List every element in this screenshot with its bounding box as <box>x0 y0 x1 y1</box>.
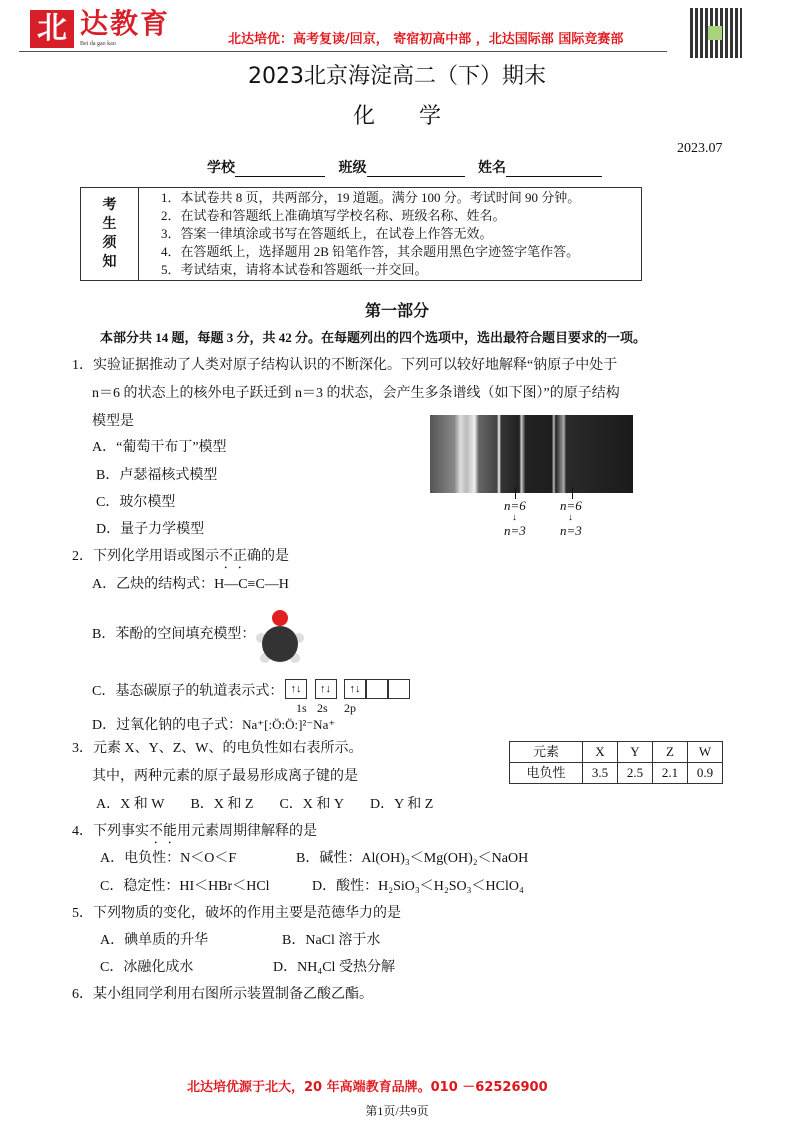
part-title: 第一部分 <box>364 301 429 320</box>
notice-items <box>161 189 580 279</box>
notice-label-char: 须 <box>102 236 117 251</box>
table-header-row <box>510 742 723 763</box>
table-cell: 电负性 <box>510 763 583 784</box>
q1-option-a: A．“葡萄干布丁”模型 <box>92 440 227 455</box>
qr-code <box>690 8 742 58</box>
notice-label <box>81 188 139 280</box>
arrow-down-icon: ↓ <box>568 512 573 523</box>
exam-date: 2023.07 <box>677 141 723 156</box>
footer-slogan: 北达培优源于北大，20 年高端教育品牌。010 －62526900 <box>187 1080 548 1095</box>
table-cell: X <box>583 742 618 763</box>
arrow-down-icon: ↓ <box>512 512 517 523</box>
q3-option-c: C．X 和 Y <box>279 797 344 812</box>
part-intro: 本部分共 14 题，每题 3 分，共 42 分。在每题列出的四个选项中，选出最符合题目要求的一项。 <box>100 330 647 345</box>
q4-stem <box>72 824 317 847</box>
q4-option-d: D．酸性：H₂SiO₃＜H₂SO₃＜HClO₄ <box>312 879 524 894</box>
table-cell: W <box>688 742 723 763</box>
q4-stem-text: 用元素周期律解释的是 <box>177 824 317 839</box>
q3-line: 3．元素 X、Y、Z、W、的电负性如右表所示。 <box>72 741 363 756</box>
orbital-box <box>366 679 388 699</box>
logo-text: 达教育 <box>80 7 171 40</box>
electron-formula: Na⁺[:Ö:Ö:]²⁻Na⁺ <box>242 717 336 732</box>
notice-label-char: 考 <box>102 198 117 213</box>
q1-option-c: C．玻尔模型 <box>96 495 176 510</box>
q4-option-b: B．碱性：Al(OH)₃＜Mg(OH)₂＜NaOH <box>296 851 529 866</box>
q2-option-c: C．基态碳原子的轨道表示式： <box>92 684 284 699</box>
q5-option-d: D．NH₄Cl 受热分解 <box>273 960 395 975</box>
notice-item: 3．答案一律填涂或书写在答题纸上，在试卷上作答无效。 <box>161 226 493 241</box>
q1-line: 模型是 <box>92 414 134 429</box>
q2-stem <box>72 549 289 572</box>
q3-option-d: D．Y 和 Z <box>370 797 434 812</box>
table-cell: Y <box>618 742 653 763</box>
info-fields <box>207 161 602 177</box>
header-divider <box>19 51 667 52</box>
orbital-diagram <box>285 679 410 699</box>
q5-stem: 5．下列物质的变化，破坏的作用主要是范德华力的是 <box>72 906 401 921</box>
q5-option-b: B．NaCl 溶于水 <box>282 933 381 948</box>
page-number: 第1页/共9页 <box>365 1104 429 1118</box>
class-label: 班级 <box>338 161 367 176</box>
notice-item: 5．考试结束，请将本试卷和答题纸一并交回。 <box>161 262 428 277</box>
q3-option-a: A．X 和 W <box>96 797 165 812</box>
orbital-label: 2s <box>317 701 328 715</box>
notice-label-char: 生 <box>102 217 117 232</box>
q3-option-b: B．X 和 Z <box>190 797 254 812</box>
notice-box <box>80 187 642 281</box>
q5-option-a: A．碘单质的升华 <box>100 933 209 948</box>
table-cell: 3.5 <box>583 763 618 784</box>
q2-option-d <box>92 717 335 734</box>
page-title: 2023北京海淀高二（下）期末 <box>248 64 546 89</box>
q2-stem-text: 确的是 <box>247 549 289 564</box>
school-field[interactable] <box>235 162 325 177</box>
notice-item: 4．在答题纸上，选择题用 2B 铅笔作答，其余题用黑色字迹签字笔作答。 <box>161 244 580 259</box>
q3-line: 其中，两种元素的原子最易形成离子键的是 <box>92 769 358 784</box>
q2-option-d-text: D．过氧化钠的电子式： <box>92 718 243 733</box>
table-cell: 元素 <box>510 742 583 763</box>
fig-label: n=3 <box>504 523 526 538</box>
notice-item: 1．本试卷共 8 页，共两部分，19 道题。满分 100 分。考试时间 90 分钟。 <box>161 190 581 205</box>
table-cell: 0.9 <box>688 763 723 784</box>
q1-line: 1．实验证据推动了人类对原子结构认识的不断深化。下列可以较好地解释“钠原子中处于 <box>72 358 618 373</box>
fig-label: n=6 <box>504 498 526 513</box>
q2-option-b: B．苯酚的空间填充模型： <box>92 627 256 642</box>
q3-options <box>96 797 433 813</box>
orbital-box: ↑↓ <box>315 679 337 699</box>
fig-label: n=3 <box>560 523 582 538</box>
q4-option-a: A．电负性：N＜O＜F <box>100 851 237 866</box>
spectrum-image <box>430 415 633 493</box>
q2-option-a: A．乙炔的结构式：H—C≡C—H <box>92 577 289 592</box>
q1-line: n＝6 的状态上的核外电子跃迁到 n＝3 的状态，会产生多条谱线（如下图）”的原子结构 <box>92 386 620 401</box>
orbital-label: 2p <box>344 701 356 715</box>
q2-stem-text: 2．下列化学用语或图示 <box>72 549 219 564</box>
notice-label-char: 知 <box>102 255 117 270</box>
q1-option-d: D．量子力学模型 <box>96 522 205 537</box>
class-field[interactable] <box>367 162 465 177</box>
q6-stem: 6．某小组同学利用右图所示装置制备乙酸乙酯。 <box>72 987 373 1002</box>
q5-option-c: C．冰融化成水 <box>100 960 194 975</box>
q2-emphasis: 不正 <box>219 549 247 564</box>
logo: 北 <box>30 10 74 48</box>
q1-option-b: B．卢瑟福核式模型 <box>96 468 218 483</box>
phenol-model-image <box>255 608 305 664</box>
table-cell: Z <box>653 742 688 763</box>
orbital-label: 1s <box>296 701 307 715</box>
school-label: 学校 <box>207 161 235 176</box>
table-cell: 2.5 <box>618 763 653 784</box>
table-cell: 2.1 <box>653 763 688 784</box>
name-field[interactable] <box>506 162 602 177</box>
q4-stem-text: 4．下列事实 <box>72 824 149 839</box>
q4-option-c: C．稳定性：HI＜HBr＜HCl <box>100 879 270 894</box>
header-slogan: 北达培优：高考复读/回京， 寄宿初高中部 ，北达国际部 国际竞赛部 <box>228 32 624 47</box>
fig-label: n=6 <box>560 498 582 513</box>
logo-subtitle: Bei da gao kao <box>80 41 116 47</box>
name-label: 姓名 <box>478 161 506 176</box>
notice-item: 2．在试卷和答题纸上准确填写学校名称、班级名称、姓名。 <box>161 208 506 223</box>
orbital-box <box>388 679 410 699</box>
electronegativity-table <box>509 741 723 784</box>
table-row <box>510 763 723 784</box>
orbital-box: ↑↓ <box>344 679 366 699</box>
orbital-box: ↑↓ <box>285 679 307 699</box>
subject-title: 化 学 <box>352 104 441 129</box>
q4-emphasis: 不能 <box>149 824 177 839</box>
